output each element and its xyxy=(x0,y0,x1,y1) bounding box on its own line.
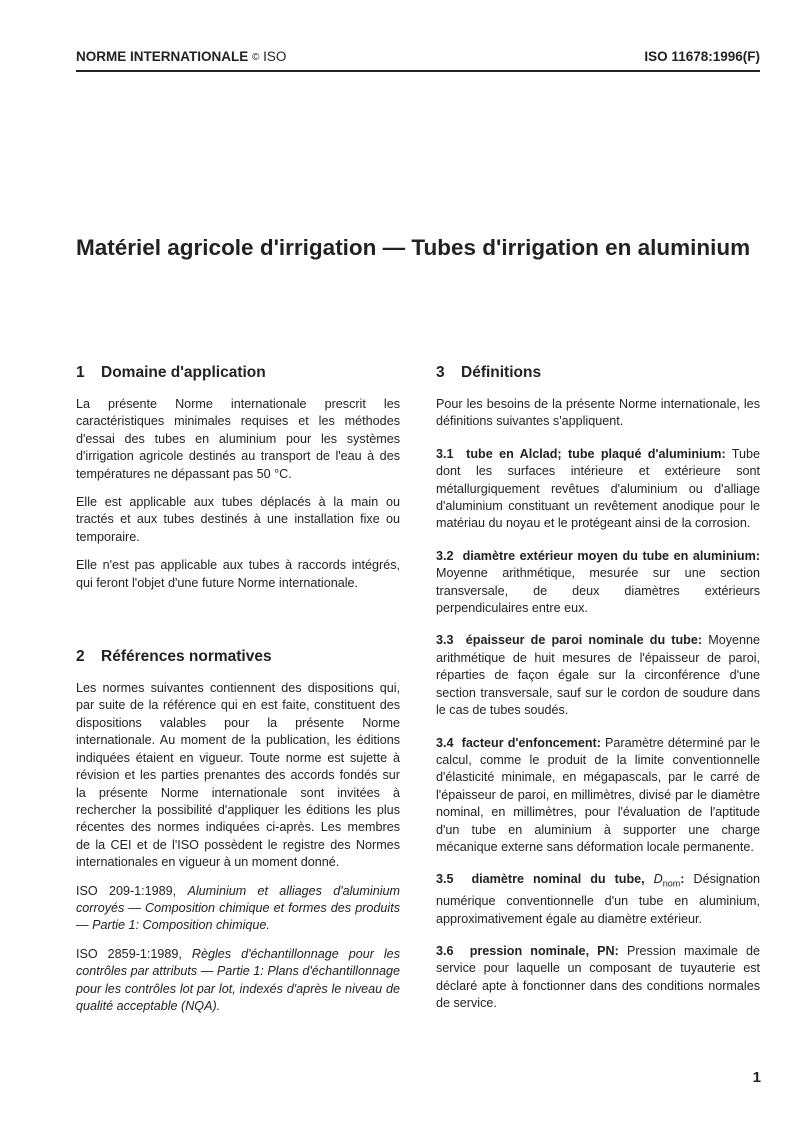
definition-number: 3.5 xyxy=(436,872,454,887)
definition-number: 3.1 xyxy=(436,446,454,461)
section-3-heading: 3 Définitions xyxy=(436,364,542,381)
definition-text: Pression maximale de service pour laquelle un composant de tuyauterie est déclaré apte à fonctionner dans des conditions normales de service. xyxy=(436,944,761,1011)
definition-text: Moyenne arithmétique de huit mesures de l'épaisseur de paroi, réparties de façon égale sur la circonférence d'une section transversale, sauf sur le cordon de soudure dans le cas de tubes soudés. xyxy=(436,633,761,718)
definition-item xyxy=(436,632,760,719)
definition-number: 3.6 xyxy=(436,944,454,959)
section-2-heading: 2 Références normatives xyxy=(76,648,272,666)
section-2-intro: Les normes suivantes contiennent des dispositions qui, par suite de la référence qui en est faite, constituent des dispositions valables pour la présente Norme internationale. Au moment de la publication, les éditions indiquées étaient en vigueur. Toute norme est sujette à révision et les parties prenantes des accords fondés sur la présente Norme internationale sont invitées à rechercher la possibilité d'appliquer les éditions les plus récentes des normes indiquées ci-après. Les membres de la CEI et de l'ISO possèdent le registre des Normes internationales en vigueur à un moment donné. xyxy=(76,681,400,870)
copyright-symbol: © xyxy=(252,52,260,63)
normative-reference: ISO 209-1:1989, Aluminium et alliages d'aluminium corroyés — Composition chimique et formes des produits — Partie 1: Composition chimique. xyxy=(76,883,401,933)
definition-text: Paramètre déterminé par le calcul, comme le produit de la limite conventionnelle d'élasticité minimale, en mégapascals, par le carré de l'épaisseur de paroi, en millimètres, divisé par le diamètre nominal, en millimètres, pour l'évaluation de l'aptitude d'un tube en aluminium à supporter une charge mécanique externe sans déformation locale permanente. xyxy=(436,735,760,854)
definition-term: épaisseur de paroi nominale du tube: xyxy=(465,633,703,648)
page-header xyxy=(76,48,760,72)
page-number: 1 xyxy=(752,1069,761,1086)
definition-text: Désignation numérique conventionnelle d'un tube en aluminium, approximativement égale au diamètre extérieur. xyxy=(436,872,760,926)
section-3-intro: Pour les besoins de la présente Norme internationale, les définitions suivantes s'appliquent. xyxy=(436,397,760,429)
definition-number: 3.3 xyxy=(436,633,454,648)
definition-text: Moyenne arithmétique, mesurée sur une section transversale, de deux diamètres extérieurs perpendiculaires entre eux. xyxy=(436,566,760,616)
right-column xyxy=(436,363,760,1028)
header-org: ISO xyxy=(263,49,287,64)
section-1-paragraph: Elle n'est pas applicable aux tubes à raccords intégrés, qui feront l'objet d'une future Norme internationale. xyxy=(76,558,400,590)
definition-item xyxy=(436,943,760,1013)
section-1-paragraph: Elle est applicable aux tubes déplacés à la main ou tractés et aux tubes destinés à une installation fixe ou temporaire. xyxy=(76,495,400,544)
header-standard-label: NORME INTERNATIONALE © ISO xyxy=(76,49,287,64)
definition-item xyxy=(436,548,760,618)
definition-term: facteur d'enfoncement: xyxy=(461,735,601,750)
definition-text: Tube dont les surfaces intérieure et extérieure sont métallurgiquement revêtues d'aluminium ou d'alliage d'aluminium constituant un revêtement anodique pour le matériau du noyau et le protégeant ainsi de la corrosion. xyxy=(436,446,760,531)
definition-item xyxy=(436,446,760,533)
document-title: Matériel agricole d'irrigation — Tubes d'irrigation en aluminium xyxy=(76,235,751,260)
definition-term: diamètre extérieur moyen du tube en aluminium: xyxy=(462,548,760,563)
left-column xyxy=(76,363,400,1026)
header-standard-number: ISO 11678:1996(F) xyxy=(644,49,760,64)
definition-term: diamètre nominal du tube, xyxy=(471,872,645,887)
definition-number: 3.2 xyxy=(436,548,454,563)
definition-item xyxy=(436,735,760,857)
section-1-heading: 1 Domaine d'application xyxy=(76,364,266,381)
normative-reference: ISO 2859-1:1989, Règles d'échantillonnage pour les contrôles par attributs — Partie 1: Plans d'échantillonnage pour les contrôles lot par lot, indexés d'après le niveau de qualité acceptable (NQA). xyxy=(76,946,400,1013)
definition-item: 3.5 diamètre nominal du tube, $D_{nom}$: Désignation numérique conventionnelle d'un tube en aluminium, approximativement égale au diamètre extérieur. xyxy=(436,872,760,926)
definition-number: 3.4 xyxy=(436,735,454,750)
definition-term: pression nominale, PN: xyxy=(469,944,619,959)
definition-symbol: $D_{nom}$ xyxy=(653,872,681,889)
section-1-paragraph: La présente Norme internationale prescrit les caractéristiques minimales requises et les méthodes d'essai des tubes en aluminium pour les systèmes d'irrigation agricole destinés au transport de l'eau à des températures ne dépassant pas 50 °C. xyxy=(76,397,400,481)
definition-term: tube en Alclad; tube plaqué d'aluminium: xyxy=(466,446,726,461)
